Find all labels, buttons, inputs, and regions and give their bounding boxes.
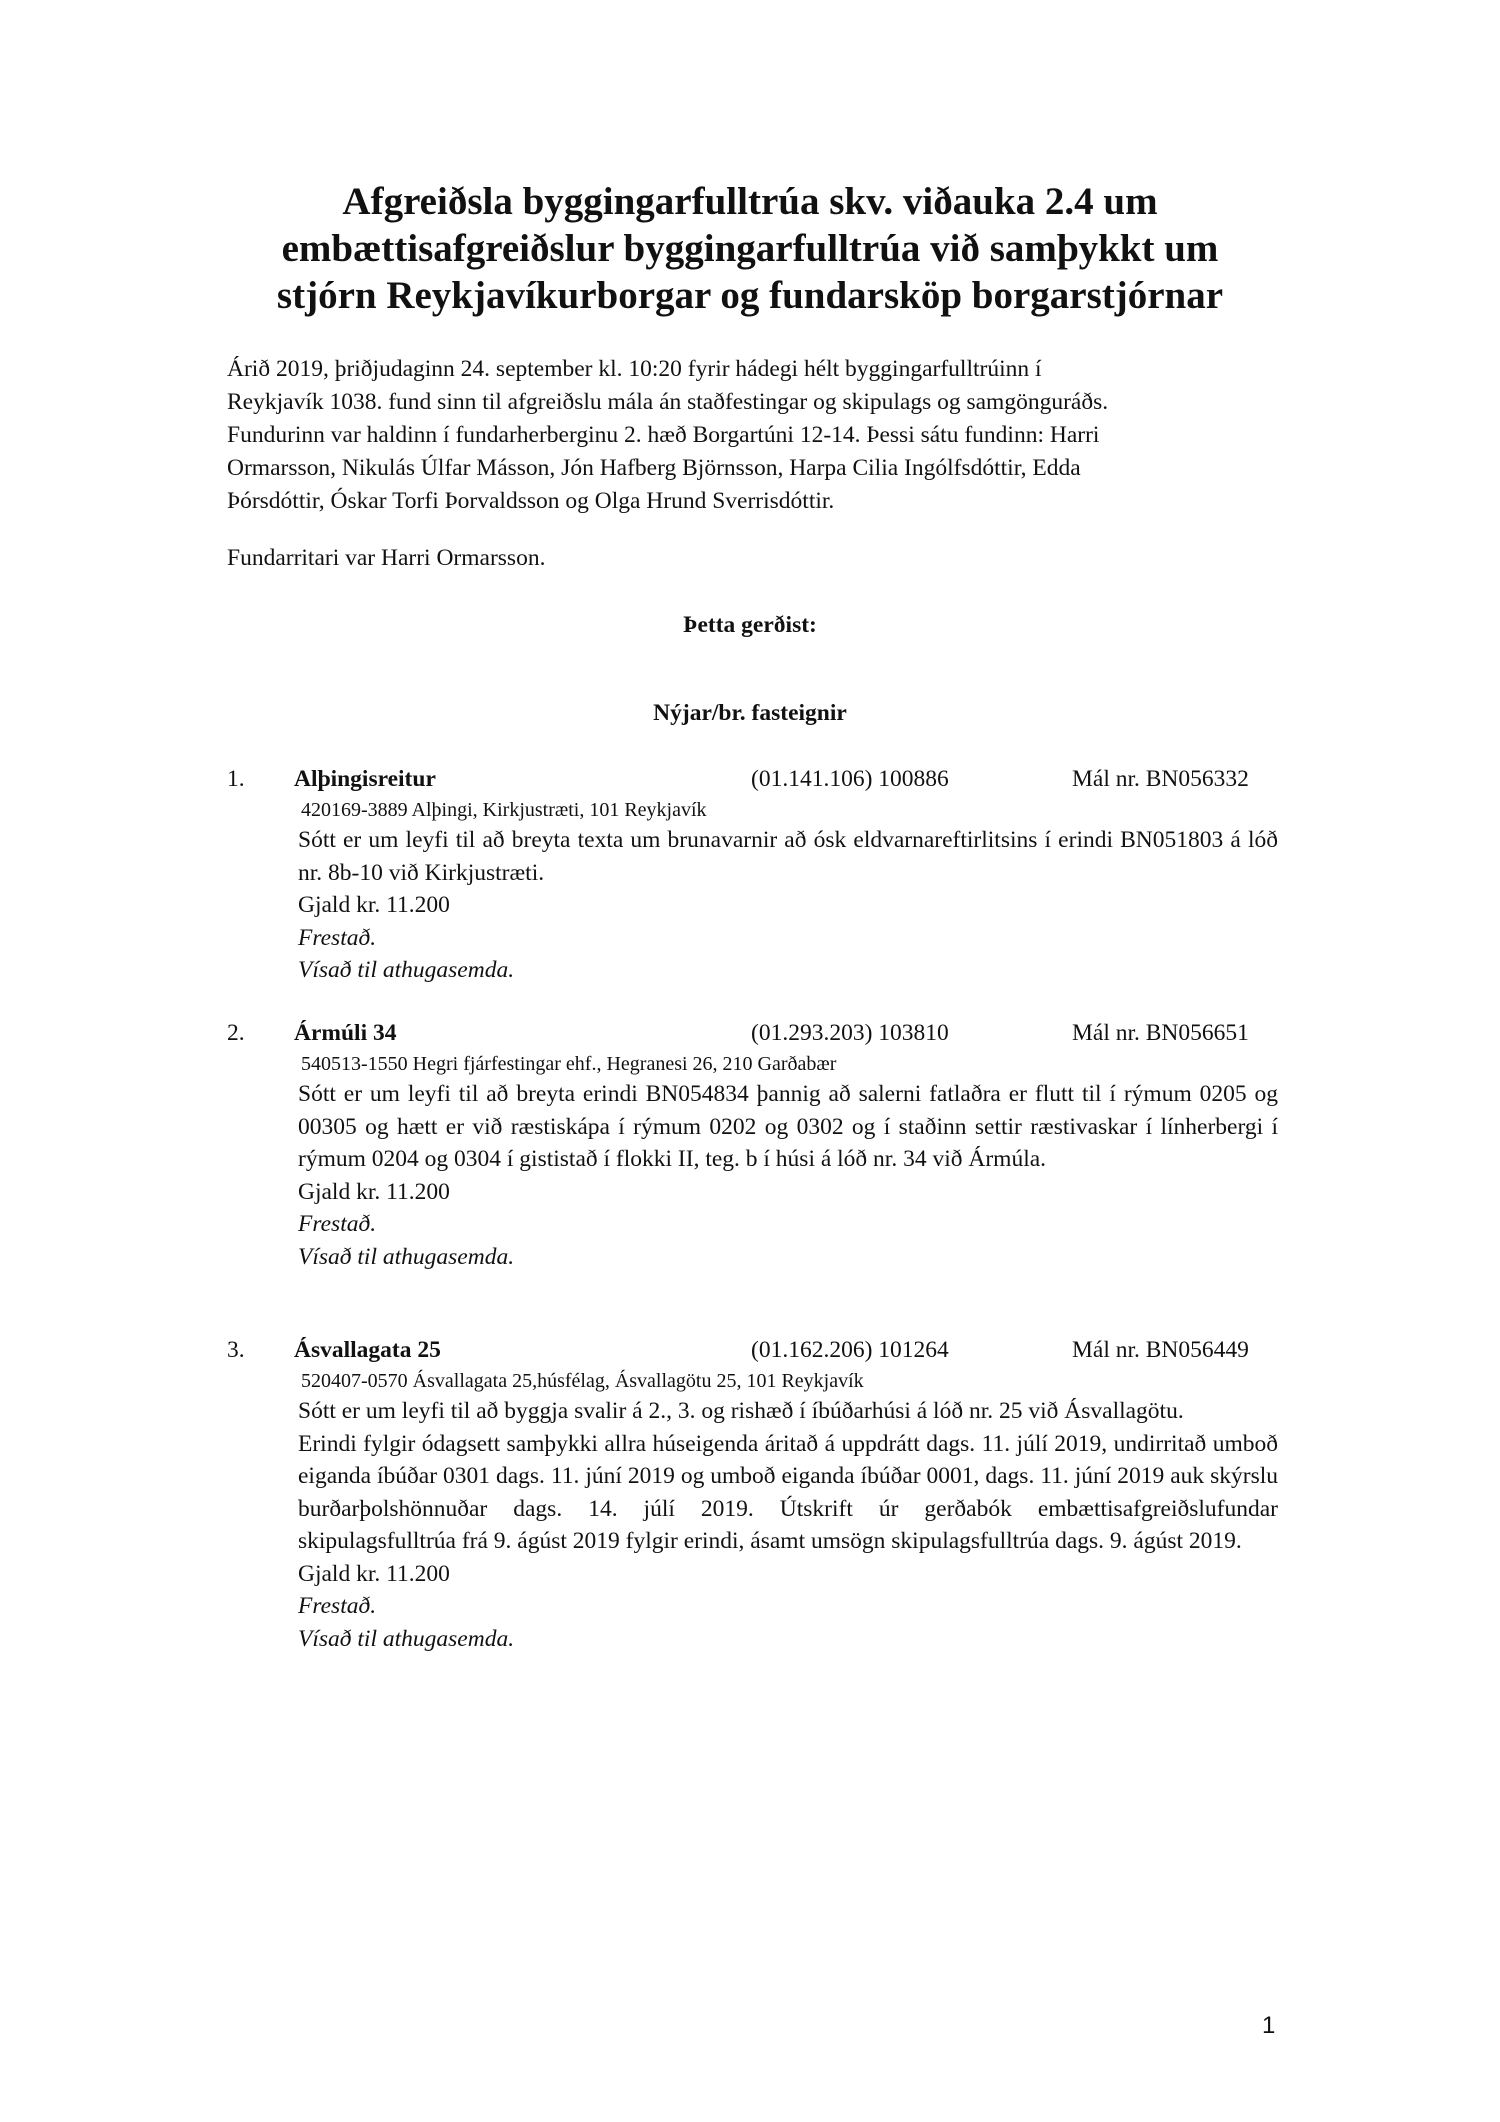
intro-paragraph — [227, 353, 1287, 518]
case-number-ref: Mál nr. BN056651 — [1072, 1020, 1249, 1046]
case-description: Sótt er um leyfi til að byggja svalir á 2., 3. og rishæð í íbúðarhúsi á lóð nr. 25 við Ásvallagötu. — [298, 1398, 1184, 1424]
case-number: 1. — [227, 766, 245, 792]
title-line-3: stjórn Reykjavíkurborgar og fundarsköp borgarstjórnar — [276, 274, 1224, 317]
case-owner: 420169-3889 Alþingi, Kirkjustræti, 101 Reykjavík — [301, 799, 707, 821]
case-owner: 520407-0570 Ásvallagata 25,húsfélag, Ásvallagötu 25, 101 Reykjavík — [301, 1370, 864, 1392]
intro-line-2: Reykjavík 1038. fund sinn til afgreiðslu mála án staðfestingar og skipulags og samgönguráðs. — [227, 389, 1109, 415]
section-heading: Þetta gerðist: — [683, 612, 817, 638]
case-referral: Vísað til athugasemda. — [298, 957, 515, 983]
case-header — [0, 1017, 1500, 1050]
case-number: 3. — [227, 1337, 245, 1363]
intro-line-5: Þórsdóttir, Óskar Torfi Þorvaldsson og Olga Hrund Sverrisdóttir. — [227, 488, 835, 514]
case-description: Sótt er um leyfi til að breyta erindi BN054834 þannig að salerni fatlaðra er flutt til í rýmum 0205 og 00305 og hætt er við ræstiskápa í rýmum 0202 og 0302 og í staðinn settir ræstivaskar í línherbergi í rýmum 0204 og 0304 í gististað í flokki II, teg. b í húsi á lóð nr. 34 við Ármúla. — [298, 1081, 1278, 1172]
case-attachments: Erindi fylgir ódagsett samþykki allra húseigenda áritað á uppdrátt dags. 11. júlí 2019, undirritað umboð eiganda íbúðar 0301 dags. 11. júní 2019 og umboð eiganda íbúðar 0001, dags. 11. júní 2019 auk skýrslu burðarþolshönnuðar dags. 14. júlí 2019. Útskrift úr gerðabók embættisafgreiðslufundar skipulagsfulltrúa frá 9. ágúst 2019 fylgir erindi, ásamt umsögn skipulagsfulltrúa dags. 9. ágúst 2019. — [298, 1430, 1278, 1554]
case-owner: 540513-1550 Hegri fjárfestingar ehf., Hegranesi 26, 210 Garðabær — [301, 1053, 837, 1075]
case-number-ref: Mál nr. BN056449 — [1072, 1337, 1249, 1363]
intro-line-1: Árið 2019, þriðjudaginn 24. september kl. 10:20 fyrir hádegi hélt byggingarfulltrúinn í — [227, 356, 1042, 382]
case-land-id: (01.293.203) 103810 — [751, 1020, 949, 1046]
subsection-heading: Nýjar/br. fasteignir — [653, 700, 847, 726]
case-fee: Gjald kr. 11.200 — [298, 1178, 450, 1205]
title-line-2: embættisafgreiðslur byggingarfulltrúa við samþykkt um — [281, 227, 1219, 270]
case-description: Sótt er um leyfi til að breyta texta um brunavarnir að ósk eldvarnareftirlitsins í erindi BN051803 á lóð nr. 8b-10 við Kirkjustræti. — [298, 827, 1278, 886]
case-header — [0, 1334, 1500, 1367]
case-number-ref: Mál nr. BN056332 — [1072, 766, 1249, 792]
case-land-id: (01.162.206) 101264 — [751, 1337, 949, 1363]
case-item — [0, 1334, 1500, 1655]
case-land-id: (01.141.106) 100886 — [751, 766, 949, 792]
case-status: Frestað. — [298, 1593, 377, 1619]
case-number: 2. — [227, 1020, 245, 1046]
title-line-1: Afgreiðsla byggingarfulltrúa skv. viðauka 2.4 um — [342, 180, 1158, 223]
case-fee: Gjald kr. 11.200 — [298, 1560, 450, 1587]
case-address: Alþingisreitur — [294, 766, 436, 792]
case-status: Frestað. — [298, 924, 377, 951]
case-address: Ásvallagata 25 — [294, 1337, 441, 1363]
case-status: Frestað. — [298, 1211, 377, 1237]
case-header — [0, 763, 1500, 796]
intro-line-3: Fundurinn var haldinn í fundarherberginu 2. hæð Borgartúni 12-14. Þessi sátu fundinn: Harri — [227, 422, 1100, 448]
document-title — [180, 178, 1320, 319]
page-number: 1 — [1262, 2012, 1276, 2039]
case-item — [0, 1017, 1500, 1273]
case-fee: Gjald kr. 11.200 — [298, 892, 450, 918]
intro-line-4: Ormarsson, Nikulás Úlfar Másson, Jón Hafberg Björnsson, Harpa Cilia Ingólfsdóttir, Edda — [227, 455, 1081, 481]
secretary-line: Fundarritari var Harri Ormarsson. — [227, 545, 546, 571]
case-referral: Vísað til athugasemda. — [298, 1625, 515, 1652]
case-item — [0, 763, 1500, 987]
case-address: Ármúli 34 — [294, 1020, 397, 1046]
case-referral: Vísað til athugasemda. — [298, 1243, 515, 1270]
